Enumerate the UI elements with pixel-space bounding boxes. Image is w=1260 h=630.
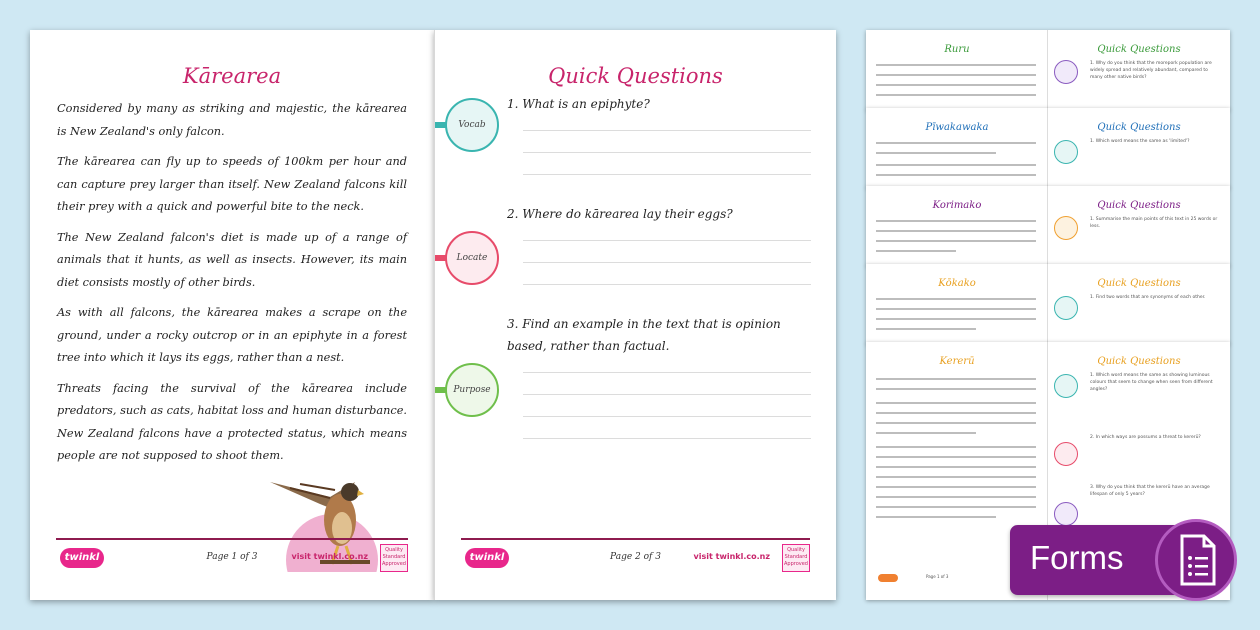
forms-badge[interactable]	[1010, 525, 1232, 595]
answer-line[interactable]	[523, 262, 811, 263]
thumbnail-kokako[interactable]	[866, 264, 1230, 344]
thumbnail-question: 1. Summarise the main points of this text in 25 words or less.	[1090, 217, 1218, 229]
text-line	[876, 446, 1036, 448]
paragraph: The kārearea can fly up to speeds of 100km per hour and can capture prey larger than itself. New Zealand falcons kill their prey with a quick and powerful bite to the neck.	[57, 155, 407, 213]
worksheet-page-2	[434, 30, 836, 600]
page-footer	[461, 538, 810, 574]
thumbnail-title: Korimako	[932, 200, 982, 211]
text-line	[876, 388, 1036, 390]
thumbnail-quick-questions: Quick Questions	[1097, 200, 1181, 211]
question-tag	[1054, 60, 1078, 84]
thumbnail-korimako[interactable]	[866, 186, 1230, 266]
text-line	[876, 486, 1036, 488]
body-text	[57, 98, 407, 476]
website-link[interactable]: visit twinkl.co.nz	[291, 552, 368, 561]
text-line	[876, 328, 976, 330]
text-line	[876, 152, 996, 154]
text-line	[876, 74, 1036, 76]
thumbnail-text-page	[866, 108, 1048, 188]
text-line	[876, 422, 1036, 424]
thumbnail-title: Pīwakawaka	[925, 122, 989, 133]
thumbnail-quick-questions: Quick Questions	[1097, 278, 1181, 289]
thumbnail-title: Kererū	[939, 356, 975, 367]
quality-badge: Quality Standard Approved	[782, 544, 810, 572]
text-line	[876, 412, 1036, 414]
text-line	[876, 250, 956, 252]
text-line	[876, 378, 1036, 380]
text-line	[876, 84, 1036, 86]
answer-line[interactable]	[523, 284, 811, 285]
question-tag	[1054, 502, 1078, 526]
answer-line[interactable]	[523, 240, 811, 241]
question-text: 3. Find an example in the text that is opinion based, rather than factual.	[507, 317, 781, 353]
thumbnail-text-page	[866, 30, 1048, 110]
twinkl-logo: twinkl	[465, 548, 509, 568]
forms-icon	[1155, 519, 1237, 601]
page-footer	[56, 538, 408, 574]
worksheet-page-1	[30, 30, 434, 600]
text-line	[876, 240, 1036, 242]
text-line	[876, 230, 1036, 232]
purpose-tag: Purpose	[445, 363, 499, 417]
text-line	[876, 64, 1036, 66]
answer-line[interactable]	[523, 416, 811, 417]
question-tag	[1054, 296, 1078, 320]
text-line	[876, 456, 1036, 458]
text-line	[876, 164, 1036, 166]
thumbnail-question: 3. Why do you think that the kererū have an average lifespan of only 5 years?	[1090, 485, 1210, 497]
thumbnail-text-page	[866, 264, 1048, 344]
thumbnail-question: 1. Why do you think that the morepork population are widely spread and relatively abundant, compared to many other native birds?	[1090, 61, 1212, 80]
answer-line[interactable]	[523, 152, 811, 153]
text-line	[876, 318, 1036, 320]
thumbnail-quick-questions: Quick Questions	[1097, 356, 1181, 367]
vocab-tag: Vocab	[445, 98, 499, 152]
text-line	[876, 298, 1036, 300]
paragraph: The New Zealand falcon's diet is made up of a range of animals that it hunts, as well as insects. However, its main diet consists mostly of other birds.	[57, 230, 407, 289]
thumbnail-text-page	[866, 186, 1048, 266]
twinkl-logo: twinkl	[60, 548, 104, 568]
text-line	[876, 506, 1036, 508]
text-line	[876, 220, 1036, 222]
thumbnail-quick-questions: Quick Questions	[1097, 44, 1181, 55]
text-line	[876, 142, 1036, 144]
thumbnail-ruru[interactable]	[866, 30, 1230, 110]
thumbnail-question: 1. Which word means the same as 'limited'?	[1090, 139, 1190, 144]
thumbnail-title: Ruru	[944, 44, 970, 55]
forms-label: Forms	[1030, 539, 1124, 576]
thumbnail-question: 1. Which word means the same as showing luminous colours that seem to change when seen from different angles?	[1090, 373, 1213, 392]
text-line	[876, 476, 1036, 478]
answer-line[interactable]	[523, 174, 811, 175]
question-tag	[1054, 216, 1078, 240]
thumbnail-title: Kōkako	[938, 278, 976, 289]
thumbnail-question: 1. Find two words that are synonyms of each other.	[1090, 295, 1206, 300]
text-line	[876, 402, 1036, 404]
question-tag	[1054, 374, 1078, 398]
paragraph: As with all falcons, the kārearea makes a scrape on the ground, under a rocky outcrop or in an epiphyte in a forest tree into which it lays its eggs, rather than a nest.	[57, 306, 407, 364]
website-link[interactable]: visit twinkl.co.nz	[693, 552, 770, 561]
locate-tag: Locate	[445, 231, 499, 285]
page-number: Page 2 of 3	[610, 552, 661, 562]
page-title: Quick Questions	[548, 64, 723, 88]
thumbnail-question: 2. In which ways are possums a threat to kererū?	[1090, 435, 1201, 440]
answer-line[interactable]	[523, 438, 811, 439]
answer-line[interactable]	[523, 130, 811, 131]
text-line	[876, 432, 976, 434]
thumbnail-piwakawaka[interactable]	[866, 108, 1230, 188]
text-line	[876, 516, 996, 518]
text-line	[876, 94, 1036, 96]
question-text: 1. What is an epiphyte?	[507, 97, 650, 111]
page-number: Page 1 of 3	[206, 552, 258, 562]
quality-badge: Quality Standard Approved	[380, 544, 408, 572]
paragraph: Threats facing the survival of the kārearea include predators, such as cats, habitat loss and human disturbance. New Zealand falcons have a protected status, which means people are not supposed to shoot them.	[57, 381, 407, 462]
document-form-icon	[1158, 522, 1234, 598]
footer-divider	[56, 538, 408, 540]
answer-line[interactable]	[523, 394, 811, 395]
paragraph: Considered by many as striking and majestic, the kārearea is New Zealand's only falcon.	[57, 102, 407, 138]
text-line	[876, 496, 1036, 498]
question-tag	[1054, 140, 1078, 164]
text-line	[876, 308, 1036, 310]
question-tag	[1054, 442, 1078, 466]
question-text: 2. Where do kārearea lay their eggs?	[507, 207, 733, 221]
text-line	[876, 174, 1036, 176]
twinkl-logo	[878, 574, 898, 582]
footer-divider	[461, 538, 810, 540]
text-line	[876, 466, 1036, 468]
thumbnail-quick-questions: Quick Questions	[1097, 122, 1181, 133]
answer-line[interactable]	[523, 372, 811, 373]
page-number: Page 1 of 3	[926, 574, 949, 579]
page-title: Kārearea	[182, 64, 282, 88]
